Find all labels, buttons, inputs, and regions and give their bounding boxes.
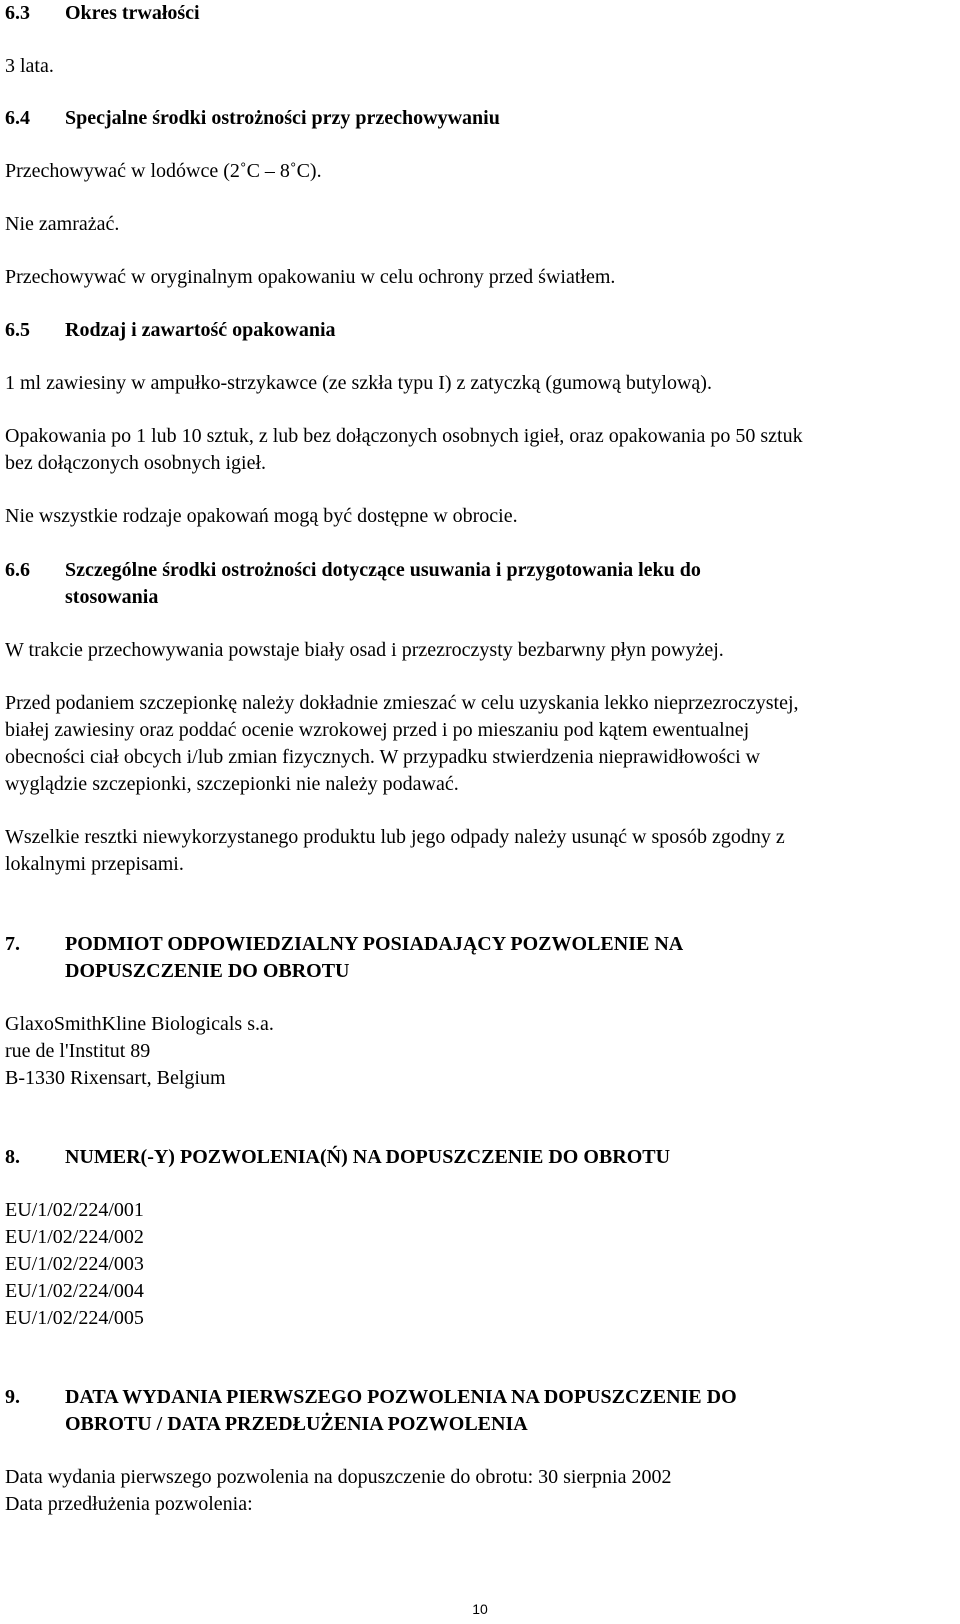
heading-6-5: 6.5 Rodzaj i zawartość opakowania bbox=[5, 319, 336, 341]
address-line: GlaxoSmithKline Biologicals s.a. bbox=[5, 1013, 274, 1035]
page-number: 10 bbox=[472, 1601, 488, 1617]
packaging-paragraph-line: Opakowania po 1 lub 10 sztuk, z lub bez dołączonych osobnych igieł, oraz opakowania po 50 sztuk bbox=[5, 425, 803, 447]
heading-8: 8. NUMER(-Y) POZWOLENIA(Ń) NA DOPUSZCZENIE DO OBROTU bbox=[5, 1146, 671, 1168]
disposal-paragraph-line: lokalnymi przepisami. bbox=[5, 853, 184, 875]
heading-9-continued: OBROTU / DATA PRZEDŁUŻENIA POZWOLENIA bbox=[65, 1413, 528, 1435]
packaging-paragraph: 1 ml zawiesiny w ampułko-strzykawce (ze szkła typu I) z zatyczką (gumową butylową). bbox=[5, 372, 712, 394]
heading-9: 9. DATA WYDANIA PIERWSZEGO POZWOLENIA NA DOPUSZCZENIE DO bbox=[5, 1386, 737, 1408]
heading-6-4: 6.4 Specjalne środki ostrożności przy przechowywaniu bbox=[5, 107, 500, 129]
heading-6-3: 6.3 Okres trwałości bbox=[5, 2, 200, 24]
authorisation-number: EU/1/02/224/005 bbox=[5, 1307, 144, 1329]
heading-7: 7. PODMIOT ODPOWIEDZIALNY POSIADAJĄCY POZWOLENIE NA bbox=[5, 933, 684, 955]
storage-line: Przechowywać w lodówce (2˚C – 8˚C). bbox=[5, 160, 322, 182]
disposal-paragraph-line: białej zawiesiny oraz poddać ocenie wzrokowej przed i po mieszaniu pod kątem ewentualnej bbox=[5, 719, 750, 741]
packaging-paragraph: Nie wszystkie rodzaje opakowań mogą być dostępne w obrocie. bbox=[5, 505, 518, 527]
storage-line: Przechowywać w oryginalnym opakowaniu w celu ochrony przed światłem. bbox=[5, 266, 616, 288]
address-line: B-1330 Rixensart, Belgium bbox=[5, 1067, 226, 1089]
heading-6-6: 6.6 Szczególne środki ostrożności dotyczące usuwania i przygotowania leku do bbox=[5, 559, 701, 581]
authorisation-number: EU/1/02/224/002 bbox=[5, 1226, 144, 1248]
authorisation-number: EU/1/02/224/003 bbox=[5, 1253, 144, 1275]
text-6-3: 3 lata. bbox=[5, 55, 54, 77]
heading-6-6-continued: stosowania bbox=[65, 586, 159, 608]
date-line: Data wydania pierwszego pozwolenia na dopuszczenie do obrotu: 30 sierpnia 2002 bbox=[5, 1466, 672, 1488]
disposal-paragraph-line: wyglądzie szczepionki, szczepionki nie należy podawać. bbox=[5, 773, 459, 795]
packaging-paragraph-line: bez dołączonych osobnych igieł. bbox=[5, 452, 267, 474]
date-line: Data przedłużenia pozwolenia: bbox=[5, 1493, 253, 1515]
disposal-paragraph-line: Przed podaniem szczepionkę należy dokładnie zmieszać w celu uzyskania lekko nieprzezroczystej, bbox=[5, 692, 799, 714]
authorisation-number: EU/1/02/224/001 bbox=[5, 1199, 144, 1221]
address-line: rue de l'Institut 89 bbox=[5, 1040, 151, 1062]
storage-line: Nie zamrażać. bbox=[5, 213, 120, 235]
heading-7-continued: DOPUSZCZENIE DO OBROTU bbox=[65, 960, 350, 982]
disposal-paragraph: W trakcie przechowywania powstaje biały osad i przezroczysty bezbarwny płyn powyżej. bbox=[5, 639, 724, 661]
disposal-paragraph-line: Wszelkie resztki niewykorzystanego produktu lub jego odpady należy usunąć w sposób zgodny z bbox=[5, 826, 785, 848]
disposal-paragraph-line: obecności ciał obcych i/lub zmian fizycznych. W przypadku stwierdzenia nieprawidłowości w bbox=[5, 746, 761, 768]
authorisation-number: EU/1/02/224/004 bbox=[5, 1280, 144, 1302]
